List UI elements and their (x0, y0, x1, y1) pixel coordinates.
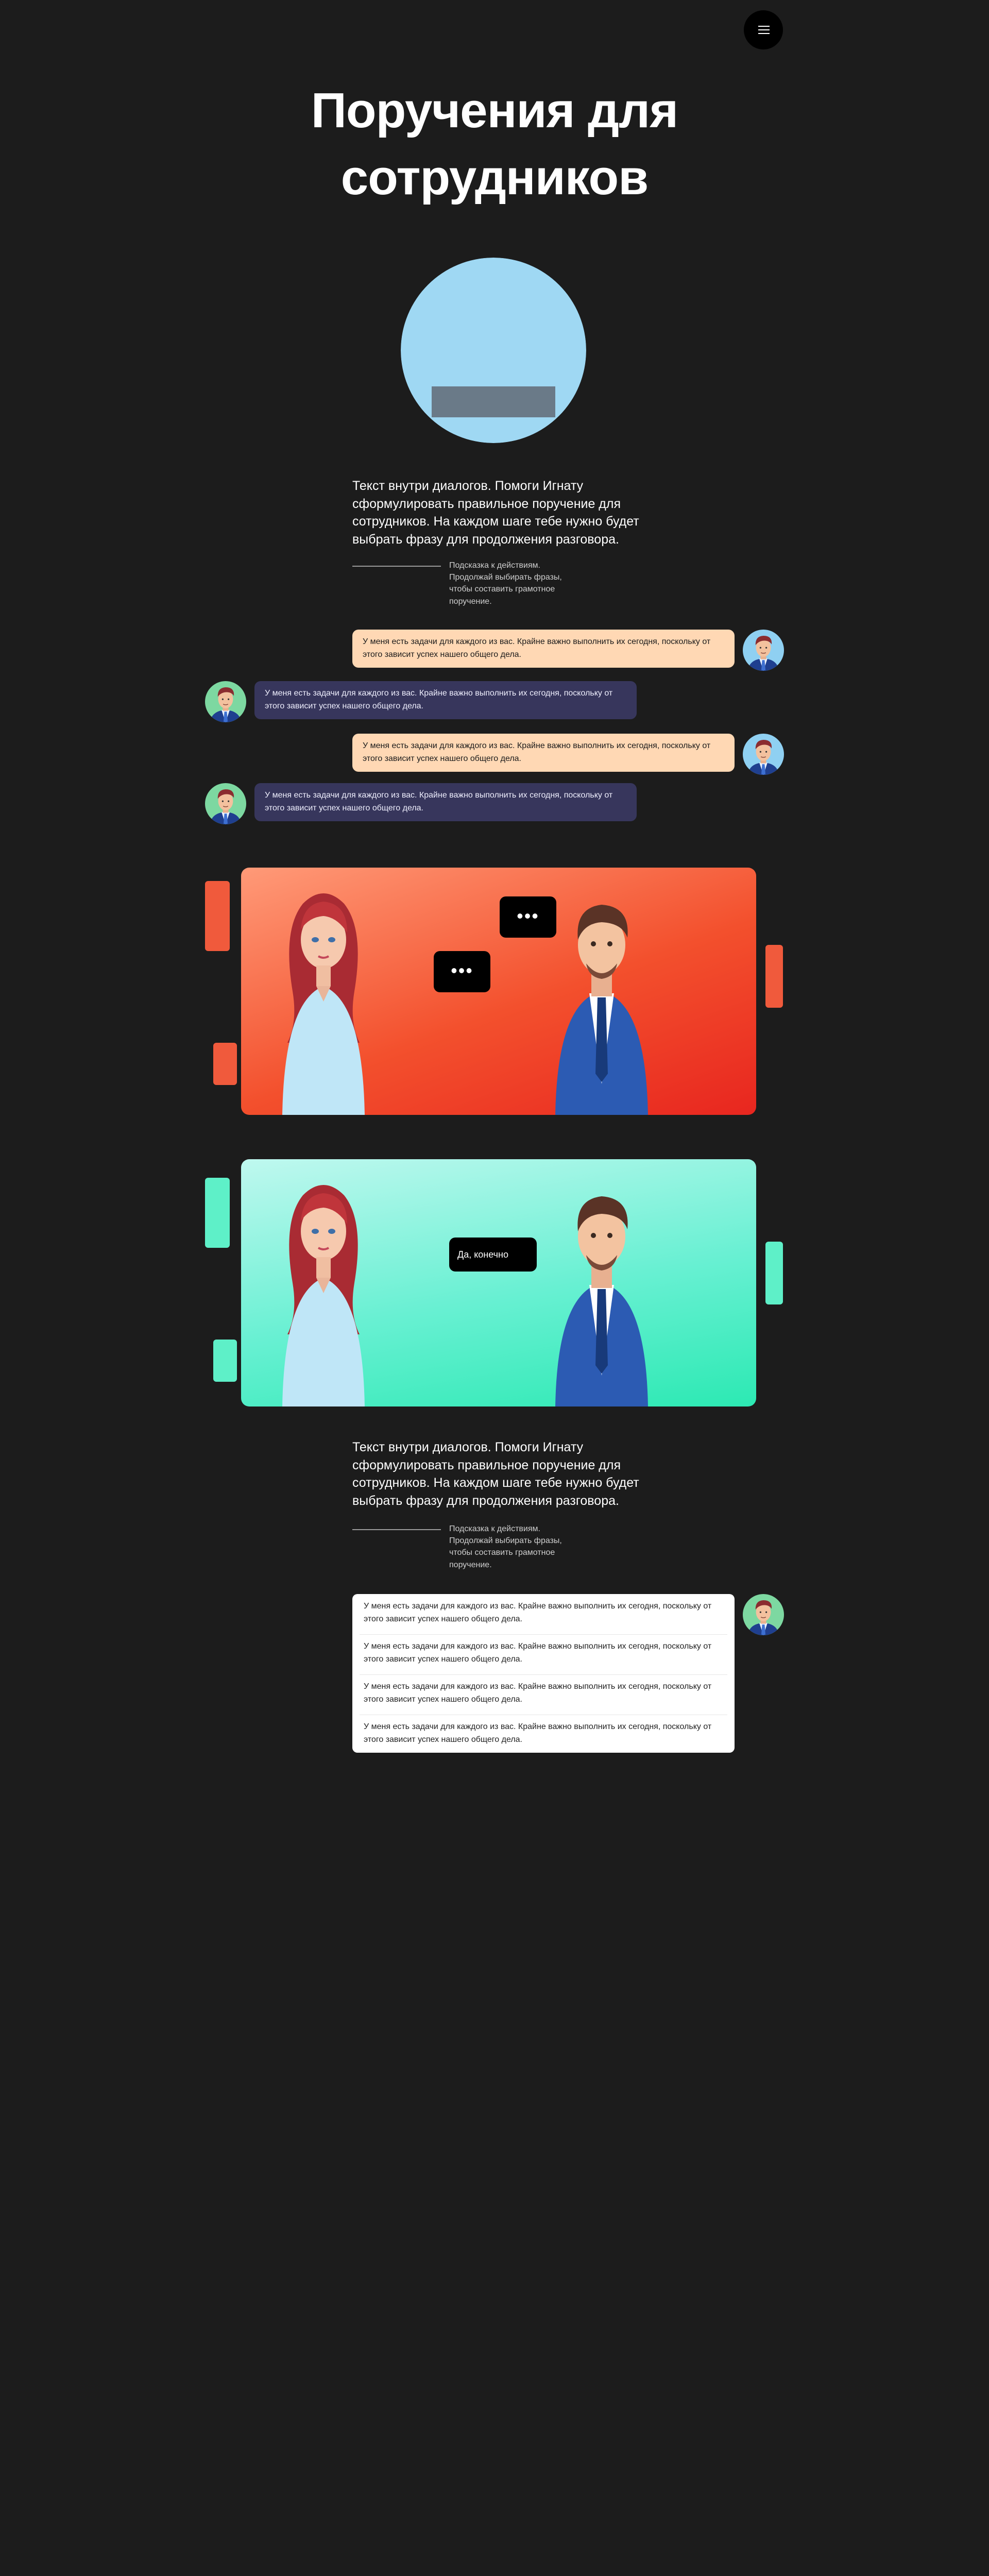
hamburger-menu-icon (758, 26, 770, 27)
hint-text: Подсказка к действиям. Продолжай выбирать фразы, чтобы составить грамотное поручение. (449, 1524, 562, 1569)
divider (352, 566, 441, 567)
choice-option[interactable]: У меня есть задачи для каждого из вас. Крайне важно выполнить их сегодня, поскольку от этого зависит успех нашего общего дела. (364, 1722, 712, 1744)
bot-avatar (205, 783, 246, 824)
decor-block (765, 1242, 783, 1304)
bot-avatar (743, 1594, 784, 1635)
choice-option[interactable]: У меня есть задачи для каждого из вас. Крайне важно выполнить их сегодня, поскольку от этого зависит успех нашего общего дела. (364, 1642, 712, 1664)
user-avatar (743, 734, 784, 775)
user-message: У меня есть задачи для каждого из вас. Крайне важно выполнить их сегодня, поскольку от этого зависит успех нашего общего дела. (352, 630, 735, 668)
choice-option[interactable]: У меня есть задачи для каждого из вас. Крайне важно выполнить их сегодня, поскольку от этого зависит успех нашего общего дела. (364, 1682, 712, 1704)
bot-message: У меня есть задачи для каждого из вас. Крайне важно выполнить их сегодня, поскольку от этого зависит успех нашего общего дела. (254, 783, 637, 821)
decor-block (205, 1178, 230, 1248)
decor-block (213, 1340, 237, 1382)
decor-block (765, 945, 783, 1008)
choice-option[interactable]: У меня есть задачи для каждого из вас. Крайне важно выполнить их сегодня, поскольку от этого зависит успех нашего общего дела. (364, 1602, 712, 1623)
decor-block (213, 1043, 237, 1085)
decor-block (205, 881, 230, 951)
menu-button[interactable] (744, 10, 783, 49)
scene-illustration (241, 1159, 756, 1406)
intro-text: Текст внутри диалогов. Помоги Игнату сформулировать правильное поручение для сотрудников. На каждом шаге тебе нужно будет выбрать фразу для продолжения разговора. (352, 1440, 639, 1508)
speech-bubble-icon: ••• (500, 896, 556, 938)
hero-avatar (401, 258, 586, 443)
divider (352, 1529, 441, 1530)
user-avatar (743, 630, 784, 671)
divider (360, 1634, 727, 1635)
bot-avatar (205, 681, 246, 722)
user-message: У меня есть задачи для каждого из вас. Крайне важно выполнить их сегодня, поскольку от этого зависит успех нашего общего дела. (352, 734, 735, 772)
scene-illustration (241, 868, 756, 1115)
speech-bubble-icon: ••• (434, 951, 490, 992)
divider (360, 1674, 727, 1675)
page-title: Поручения для сотрудников (311, 83, 678, 205)
hint-text: Подсказка к действиям. Продолжай выбирать фразы, чтобы составить грамотное поручение. (449, 561, 562, 606)
bot-message: У меня есть задачи для каждого из вас. Крайне важно выполнить их сегодня, поскольку от этого зависит успех нашего общего дела. (254, 681, 637, 719)
reply-bubble: Да, конечно (449, 1238, 537, 1272)
choice-list (352, 1594, 735, 1753)
intro-text: Текст внутри диалогов. Помоги Игнату сформулировать правильное поручение для сотрудников. На каждом шаге тебе нужно будет выбрать фразу для продолжения разговора. (352, 479, 639, 547)
